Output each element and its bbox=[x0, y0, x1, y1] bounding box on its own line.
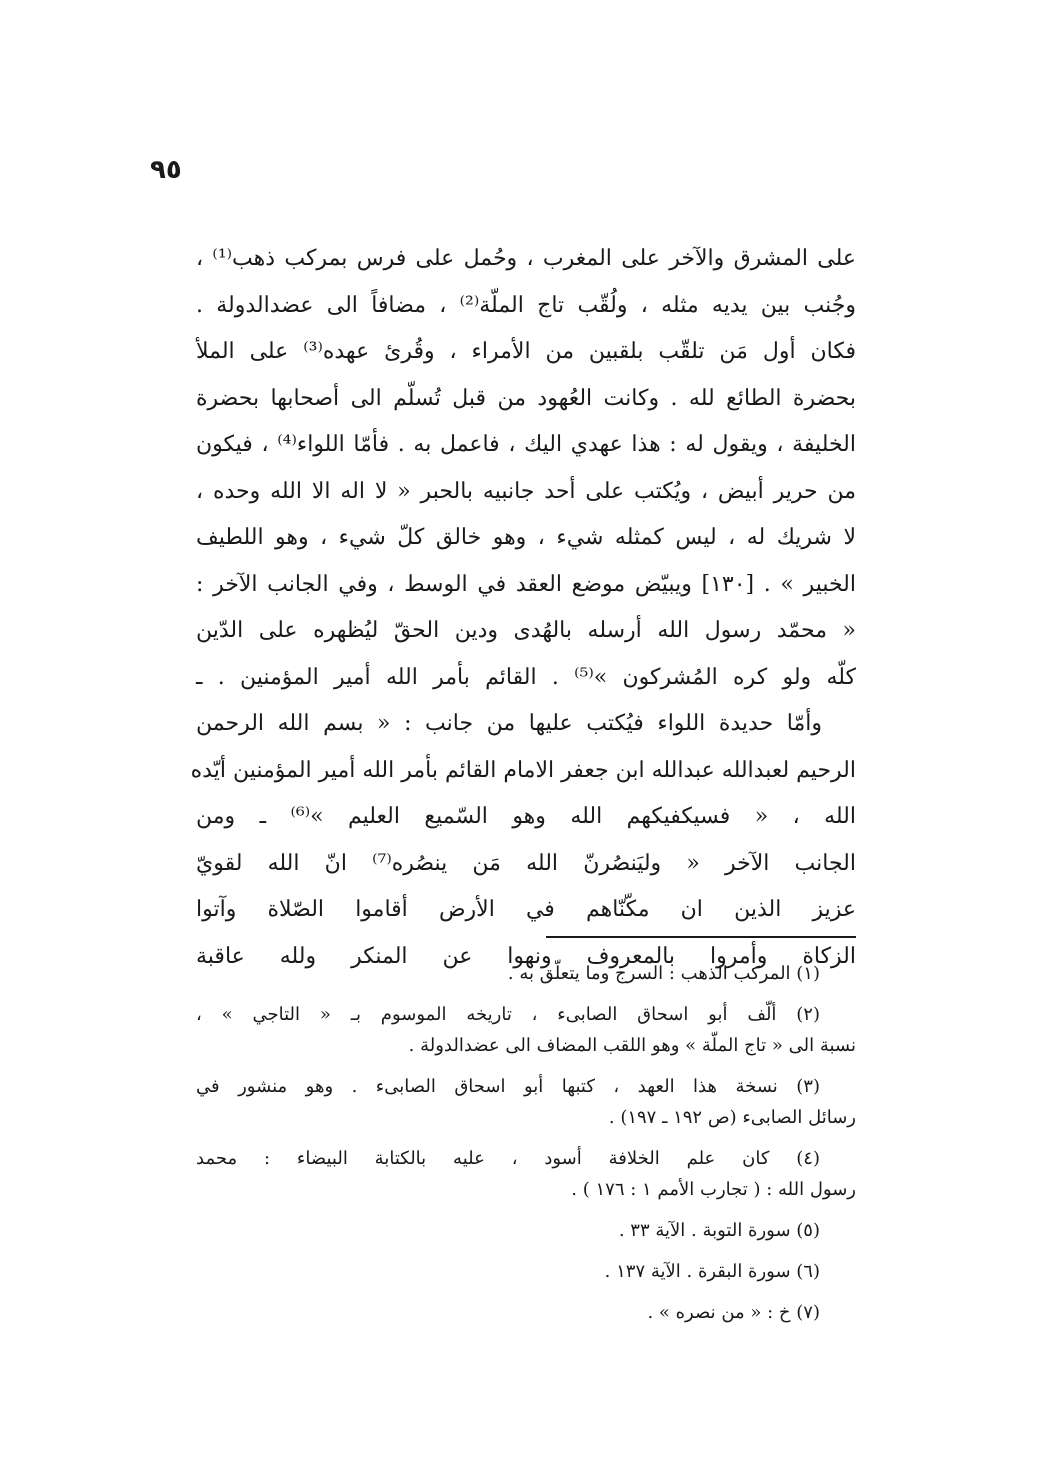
text-line: عزيز الذين ان مكّنّاهم في الأرض أقاموا الصّلاة وآتوا bbox=[196, 897, 856, 922]
text-line-paragraph-start: وأمّا حديدة اللواء فيُكتب عليها من جانب : « بسم الله الرحمن bbox=[196, 711, 822, 736]
text-line: من حرير أبيض ، ويُكتب على أحد جانبيه بالحبر « لا اله الا الله وحده ، bbox=[196, 478, 856, 504]
footnote-separator bbox=[546, 936, 856, 938]
text-line: على المشرق والآخر على المغرب ، وحُمل على فرس بمركب ذهب⁽¹⁾ ، bbox=[196, 246, 856, 271]
page-number: ٩٥ bbox=[150, 155, 182, 185]
footnote-line: (٢) ألّف أبو اسحاق الصابىء ، تاريخه الموسوم بـ « التاجي » ، bbox=[196, 1004, 820, 1025]
text-line: الله ، « فسيكفيكهم الله وهو السّميع العليم »⁽⁶⁾ ـ ومن bbox=[196, 804, 856, 829]
footnote-line: (٤) كان علم الخلافة أسود ، عليه بالكتابة البيضاء : محمد bbox=[196, 1148, 820, 1169]
footnote-line: (٧) خ : « من نصره » . bbox=[647, 1302, 820, 1323]
text-line: الرحيم لعبدالله عبدالله ابن جعفر الامام القائم بأمر الله أمير المؤمنين أيّده bbox=[190, 757, 856, 783]
text-line: الجانب الآخر « وليَنصُرنّ الله مَن ينصُره⁽⁷⁾ انّ الله لقويّ bbox=[196, 850, 856, 876]
text-line: الخبير » . [١٣٠] ويبيّض موضع العقد في الوسط ، وفي الجانب الآخر : bbox=[196, 571, 856, 597]
footnote-line: نسبة الى « تاج الملّة » وهو اللقب المضاف الى عضدالدولة . bbox=[408, 1035, 856, 1056]
footnote-7 bbox=[196, 1297, 856, 1328]
footnote-2 bbox=[196, 999, 856, 1061]
text-line: لا شريك له ، ليس كمثله شيء ، وهو خالق كلّ شيء ، وهو اللطيف bbox=[196, 525, 856, 550]
footnote-line: (٥) سورة التوبة . الآية ٣٣ . bbox=[618, 1220, 820, 1241]
text-line: فكان أول مَن تلقّب بلقبين من الأمراء ، وقُرئ عهده⁽³⁾ على الملأ bbox=[196, 339, 856, 364]
text-line: « محمّد رسول الله أرسله بالهُدى ودين الحقّ ليُظهره على الدّين bbox=[196, 618, 856, 643]
text-line: بحضرة الطائع لله . وكانت العُهود من قبل تُسلّم الى أصحابها بحضرة bbox=[196, 385, 856, 411]
footnote-line: رسول الله : ( تجارب الأمم ١ : ١٧٦ ) . bbox=[571, 1179, 856, 1200]
footnote-1 bbox=[196, 958, 856, 989]
footnote-line: رسائل الصابىء (ص ١٩٢ ـ ١٩٧) . bbox=[608, 1107, 856, 1128]
footnote-5 bbox=[196, 1215, 856, 1246]
footnote-line: (١) المركب الذهب : السرج وما يتعلّق به . bbox=[507, 963, 820, 984]
footnote-line: (٦) سورة البقرة . الآية ١٣٧ . bbox=[604, 1261, 820, 1282]
text-line: وجُنب بين يديه مثله ، ولُقّب تاج الملّة⁽²⁾ ، مضافاً الى عضدالدولة . bbox=[196, 292, 857, 318]
footnote-line: (٣) نسخة هذا العهد ، كتبها أبو اسحاق الصابىء . وهو منشور في bbox=[196, 1076, 820, 1097]
text-line: الزكاة وأمروا بالمعروف ونهوا عن المنكر ولله عاقبة bbox=[196, 943, 856, 969]
text-line: كلّه ولو كره المُشركون »⁽⁵⁾ . القائم بأمر الله أمير المؤمنين . ـ bbox=[196, 664, 857, 690]
footnote-6 bbox=[196, 1256, 856, 1287]
footnote-4 bbox=[196, 1143, 856, 1205]
footnote-3 bbox=[196, 1071, 856, 1133]
main-text-block bbox=[190, 236, 857, 980]
footnotes-block bbox=[196, 958, 856, 1338]
text-line: الخليفة ، ويقول له : هذا عهدي اليك ، فاعمل به . فأمّا اللواء⁽⁴⁾ ، فيكون bbox=[196, 432, 856, 457]
